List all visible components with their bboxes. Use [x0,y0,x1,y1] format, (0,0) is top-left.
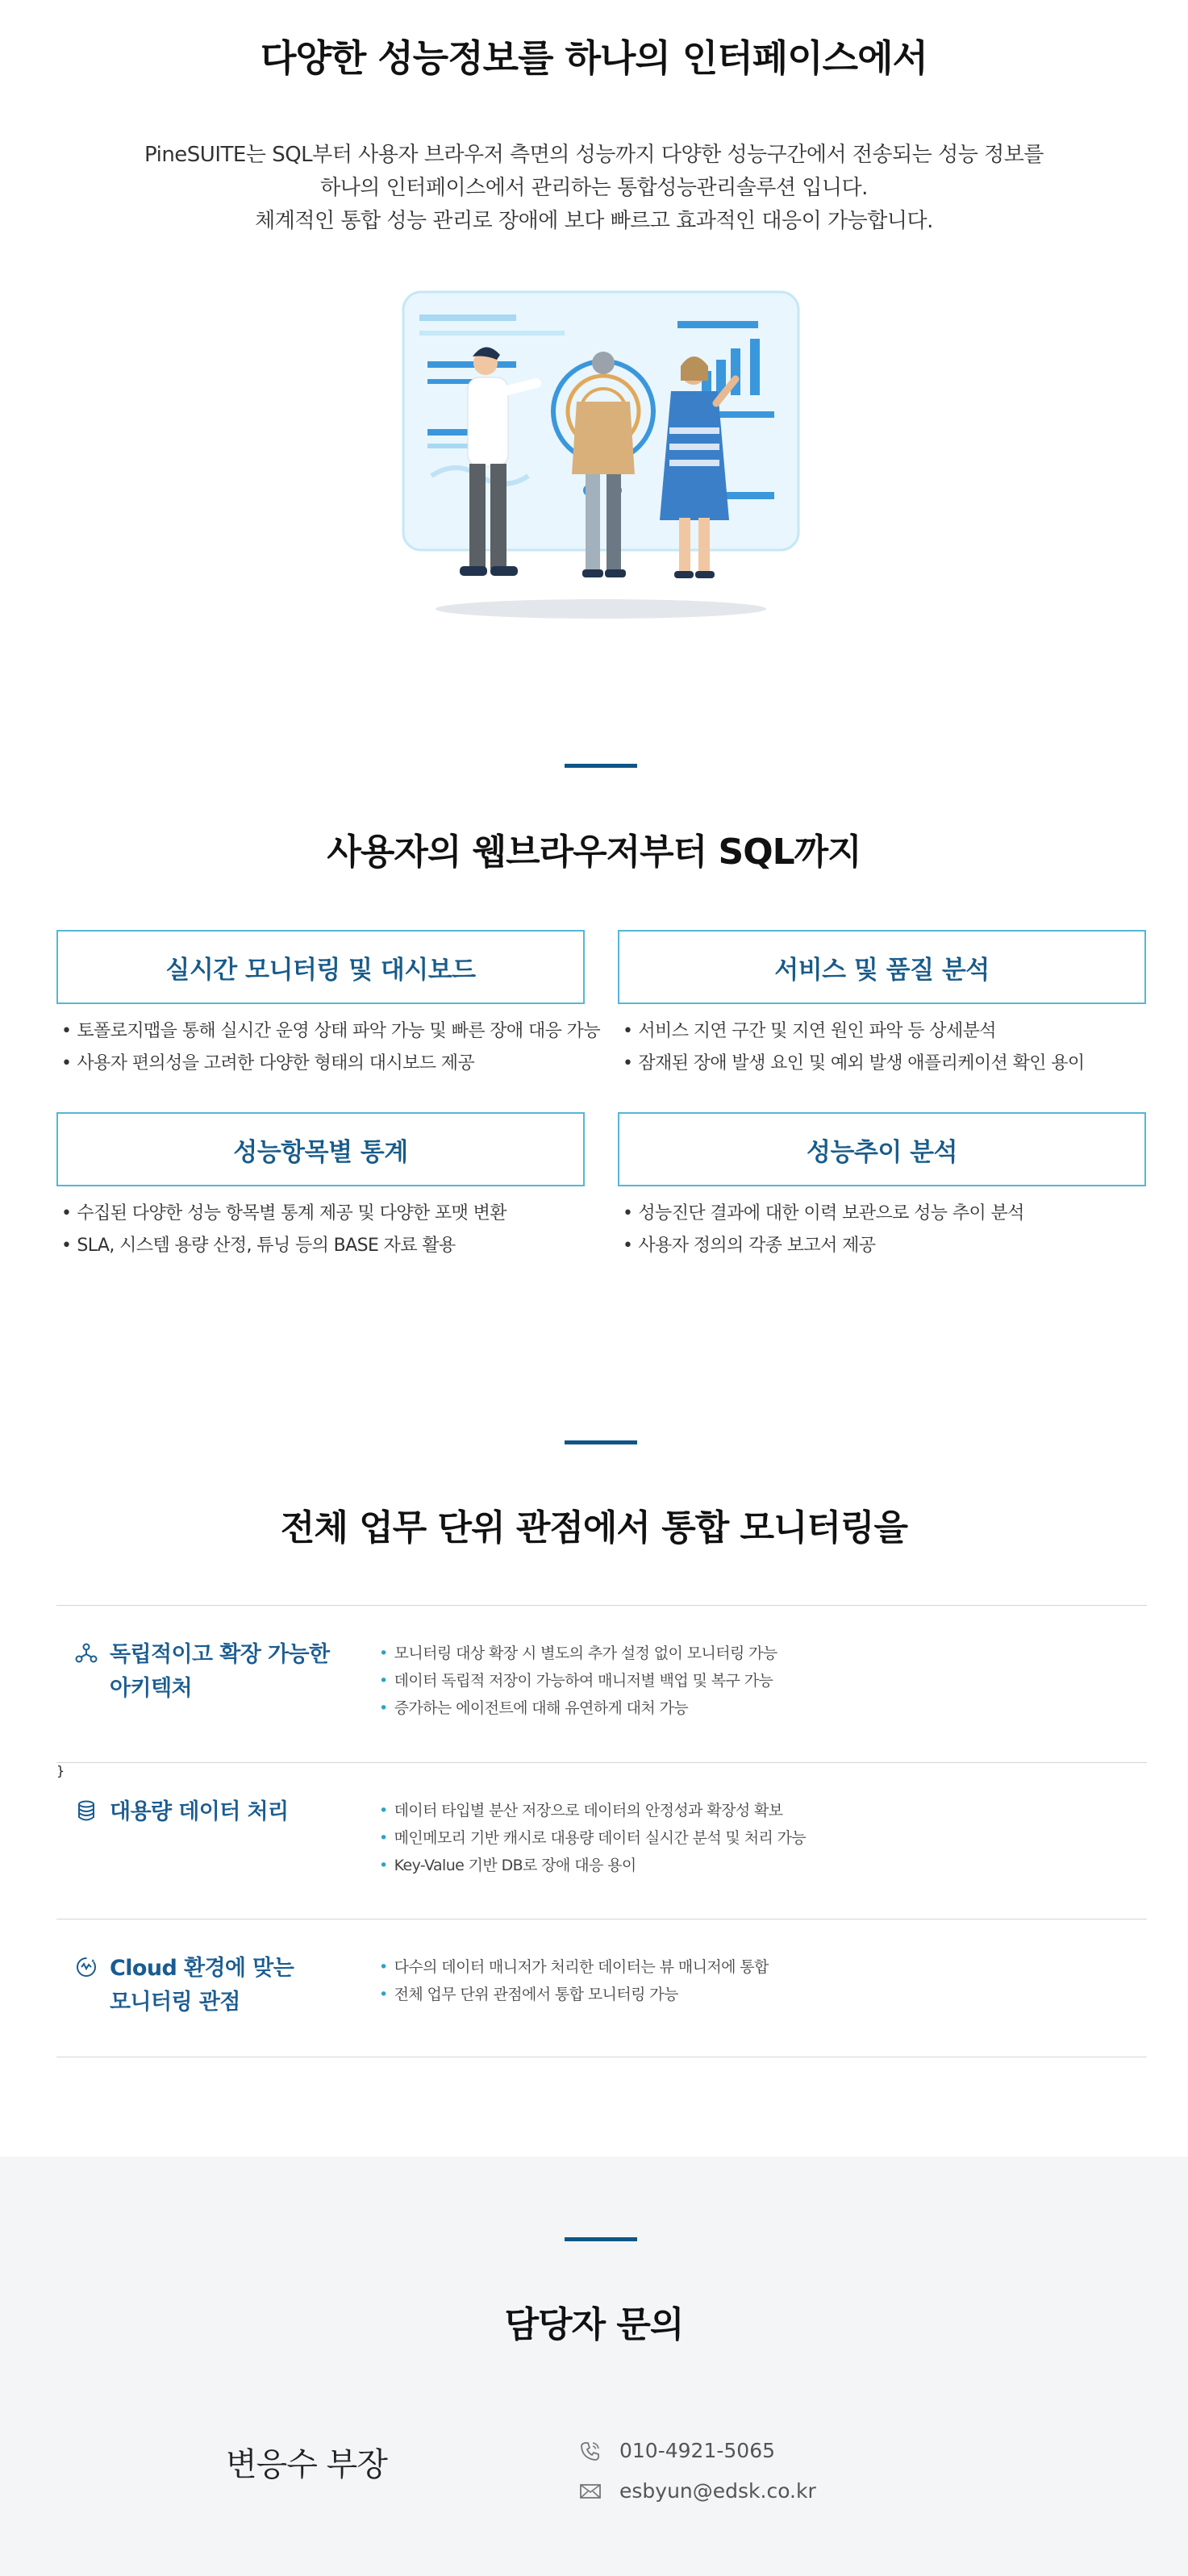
section-divider [565,1440,637,1444]
feature-item: • SLA, 시스템 용량 산정, 튜닝 등의 BASE 자료 활용 [61,1230,585,1262]
feature-item: • 수집된 다양한 성능 항목별 통계 제공 및 다양한 포맷 변환 [61,1198,585,1230]
phone-text: 010-4921-5065 [619,2439,776,2462]
feature-item: • 잠재된 장애 발생 요인 및 예외 발생 애플리케이션 확인 용이 [623,1048,1146,1080]
row-item: • 증가하는 에이전트에 대해 유연하게 대처 가능 [379,1694,777,1722]
monitoring-row [56,1605,1147,1762]
row-title-line: 모니터링 관점 [110,1990,240,2015]
monitoring-title: 전체 업무 단위 관점에서 통합 모니터링을 [280,1507,908,1549]
row-title-line: 아키텍처 [110,1676,192,1701]
features-title: 사용자의 웹브라우저부터 SQL까지 [327,832,861,873]
row-title-line: 독립적이고 확장 가능한 [110,1642,330,1667]
network-icon [74,1641,98,1665]
row-list [379,1797,806,1879]
feature-card [56,930,600,1080]
hero-illustration [395,282,807,629]
contact-email[interactable] [579,2479,816,2503]
row-list [379,1640,777,1722]
feature-card [56,1112,585,1262]
monitoring-row: 대용량 데이터 처리 • 데이터 타입별 분산 저장으로 데이터의 안정성과 확장성 확보 • 메인메모리 기반 캐시로 대용량 데이터 실시간 분석 및 처리 가능 • Key-Value 기반 DB로 장애 대응 용이 } [56,1762,1147,1919]
feature-title: 성능항목별 통계 [56,1112,585,1186]
intro-desc-line: 체계적인 통합 성능 관리로 장애에 보다 빠르고 효과적인 대응이 가능합니다. [255,209,933,233]
row-item: • 메인메모리 기반 캐시로 대용량 데이터 실시간 분석 및 처리 가능 [379,1824,806,1852]
email-text: esbyun@edsk.co.kr [619,2479,816,2503]
row-item: • 다수의 데이터 매니저가 처리한 데이터는 뷰 매니저에 통합 [379,1953,769,1981]
feature-title: 실시간 모니터링 및 대시보드 [56,930,585,1004]
row-item: • 데이터 타입별 분산 저장으로 데이터의 안정성과 확장성 확보 [379,1797,806,1824]
phone-icon [579,2440,602,2462]
feature-card [618,930,1146,1080]
row-title-line: Cloud 환경에 맞는 [110,1956,294,1981]
feature-title: 성능추이 분석 [618,1112,1146,1186]
database-icon [74,1799,98,1823]
row-item: • 모니터링 대상 확장 시 별도의 추가 설정 없이 모니터링 가능 [379,1640,777,1667]
contact-section [0,2157,1188,2576]
intro-title: 다양한 성능정보를 하나의 인터페이스에서 [261,36,927,80]
section-divider [565,2237,637,2241]
row-item: • Key-Value 기반 DB로 장애 대응 용이 [379,1852,806,1879]
contact-title: 담당자 문의 [504,2304,684,2345]
intro-desc-line: 하나의 인터페이스에서 관리하는 통합성능관리솔루션 입니다. [320,176,868,200]
section-divider [565,764,637,768]
row-item: • 데이터 독립적 저장이 가능하여 매니저별 백업 및 복구 가능 [379,1667,777,1694]
feature-card [618,1112,1146,1262]
monitoring-row [56,1919,1147,2057]
feature-item: • 토폴로지맵을 통해 실시간 운영 상태 파악 가능 및 빠른 장애 대응 가능 [61,1015,585,1048]
feature-list [618,1198,1146,1262]
row-title [110,1795,352,1829]
intro-section [0,0,1188,694]
feature-list [618,1015,1146,1080]
intro-desc-line: PineSUITE는 SQL부터 사용자 브라우저 측면의 성능까지 다양한 성능구간에서 전송되는 성능 정보를 [144,143,1044,167]
cloud-monitor-icon [74,1955,98,1979]
feature-item: • 사용자 정의의 각종 보고서 제공 [623,1230,1146,1262]
feature-item: • 성능진단 결과에 대한 이력 보관으로 성능 추이 분석 [623,1198,1146,1230]
intro-description [0,139,1188,238]
monitoring-rows [56,1605,1147,2057]
row-item: • 전체 업무 단위 관점에서 통합 모니터링 가능 [379,1981,769,2008]
row-title-line: 대용량 데이터 처리 [110,1799,289,1824]
feature-list [56,1198,585,1262]
contact-name: 변응수 부장 [226,2446,387,2483]
mail-icon [579,2480,602,2503]
row-title [110,1638,352,1706]
row-title [110,1952,352,2020]
feature-item: • 서비스 지연 구간 및 지연 원인 파악 등 상세분석 [623,1015,1146,1048]
row-list [379,1953,769,2008]
feature-list [56,1015,600,1080]
contact-phone[interactable] [579,2439,775,2462]
feature-item: • 사용자 편의성을 고려한 다양한 형태의 대시보드 제공 [61,1048,585,1080]
feature-title: 서비스 및 품질 분석 [618,930,1146,1004]
